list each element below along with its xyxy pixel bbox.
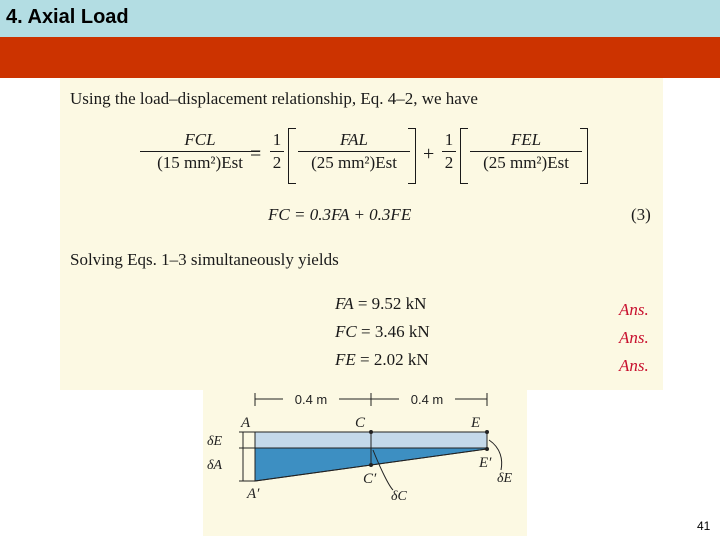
intro-text: Using the load–displacement relationship, Eq. 4–2, we have xyxy=(70,89,478,108)
title-bar xyxy=(0,0,720,37)
dim-label-left: 0.4 m xyxy=(294,392,328,407)
bracket-left-1 xyxy=(288,128,296,184)
coef-1-num: 1 xyxy=(272,130,282,149)
label-delta-e-left: δE xyxy=(207,434,223,449)
bracket-right-2 xyxy=(580,128,588,184)
term2-denominator: (25 mm²)Est xyxy=(483,153,569,172)
accent-bar xyxy=(0,37,720,78)
result-fe-value: = 2.02 kN xyxy=(360,350,429,369)
result-fe xyxy=(335,350,429,370)
result-fc-value: = 3.46 kN xyxy=(360,322,430,341)
label-a: A xyxy=(241,415,251,431)
point-c xyxy=(369,430,373,434)
deflection-diagram xyxy=(203,390,527,536)
page-number: 41 xyxy=(697,519,711,533)
term1-fraction xyxy=(298,130,410,173)
label-c-prime: C′ xyxy=(363,471,377,487)
ans-label-2: Ans. xyxy=(619,328,649,347)
point-c-prime xyxy=(369,463,373,467)
ans-label-3: Ans. xyxy=(619,356,649,375)
lhs-numerator: FCL xyxy=(184,130,216,149)
bracket-left-2 xyxy=(460,128,468,184)
solving-text: Solving Eqs. 1–3 simultaneously yields xyxy=(70,250,339,269)
result-fa-symbol: FA xyxy=(335,294,354,313)
equation-3-number: (3) xyxy=(631,205,651,224)
label-e-prime: E′ xyxy=(479,455,492,471)
equation-3: FC = 0.3FA + 0.3FE xyxy=(268,205,412,224)
term2-numerator: FEL xyxy=(510,130,542,149)
label-delta-c: δC xyxy=(391,489,407,504)
dim-label-right: 0.4 m xyxy=(410,392,444,407)
label-delta-e-right: δE xyxy=(497,471,513,486)
term1-denominator: (25 mm²)Est xyxy=(311,153,397,172)
coef-1-den: 2 xyxy=(272,153,282,172)
label-a-prime: A′ xyxy=(247,486,260,502)
label-c: C xyxy=(355,415,366,431)
coef-2 xyxy=(442,130,456,173)
plus-sign: + xyxy=(423,143,435,165)
point-e-prime xyxy=(485,447,489,451)
result-fa xyxy=(335,294,426,314)
lhs-denominator: (15 mm²)Est xyxy=(157,153,243,172)
coef-2-num: 1 xyxy=(444,130,454,149)
equals-sign: = xyxy=(250,143,262,165)
term2-fraction xyxy=(470,130,582,173)
result-fc xyxy=(335,322,430,342)
result-fc-symbol: FC xyxy=(335,322,357,341)
result-fa-value: = 9.52 kN xyxy=(357,294,427,313)
ans-label-1: Ans. xyxy=(619,300,649,319)
label-e: E xyxy=(471,415,481,431)
lhs-fraction xyxy=(140,130,260,173)
coef-2-den: 2 xyxy=(444,153,454,172)
solution-panel xyxy=(60,78,663,390)
point-e xyxy=(485,430,489,434)
coef-1 xyxy=(270,130,284,173)
slide-title: 4. Axial Load xyxy=(6,6,129,28)
bracket-right-1 xyxy=(408,128,416,184)
label-delta-a: δA xyxy=(207,458,223,473)
deflection-figure xyxy=(203,390,527,536)
term1-numerator: FAL xyxy=(339,130,369,149)
result-fe-symbol: FE xyxy=(335,350,356,369)
